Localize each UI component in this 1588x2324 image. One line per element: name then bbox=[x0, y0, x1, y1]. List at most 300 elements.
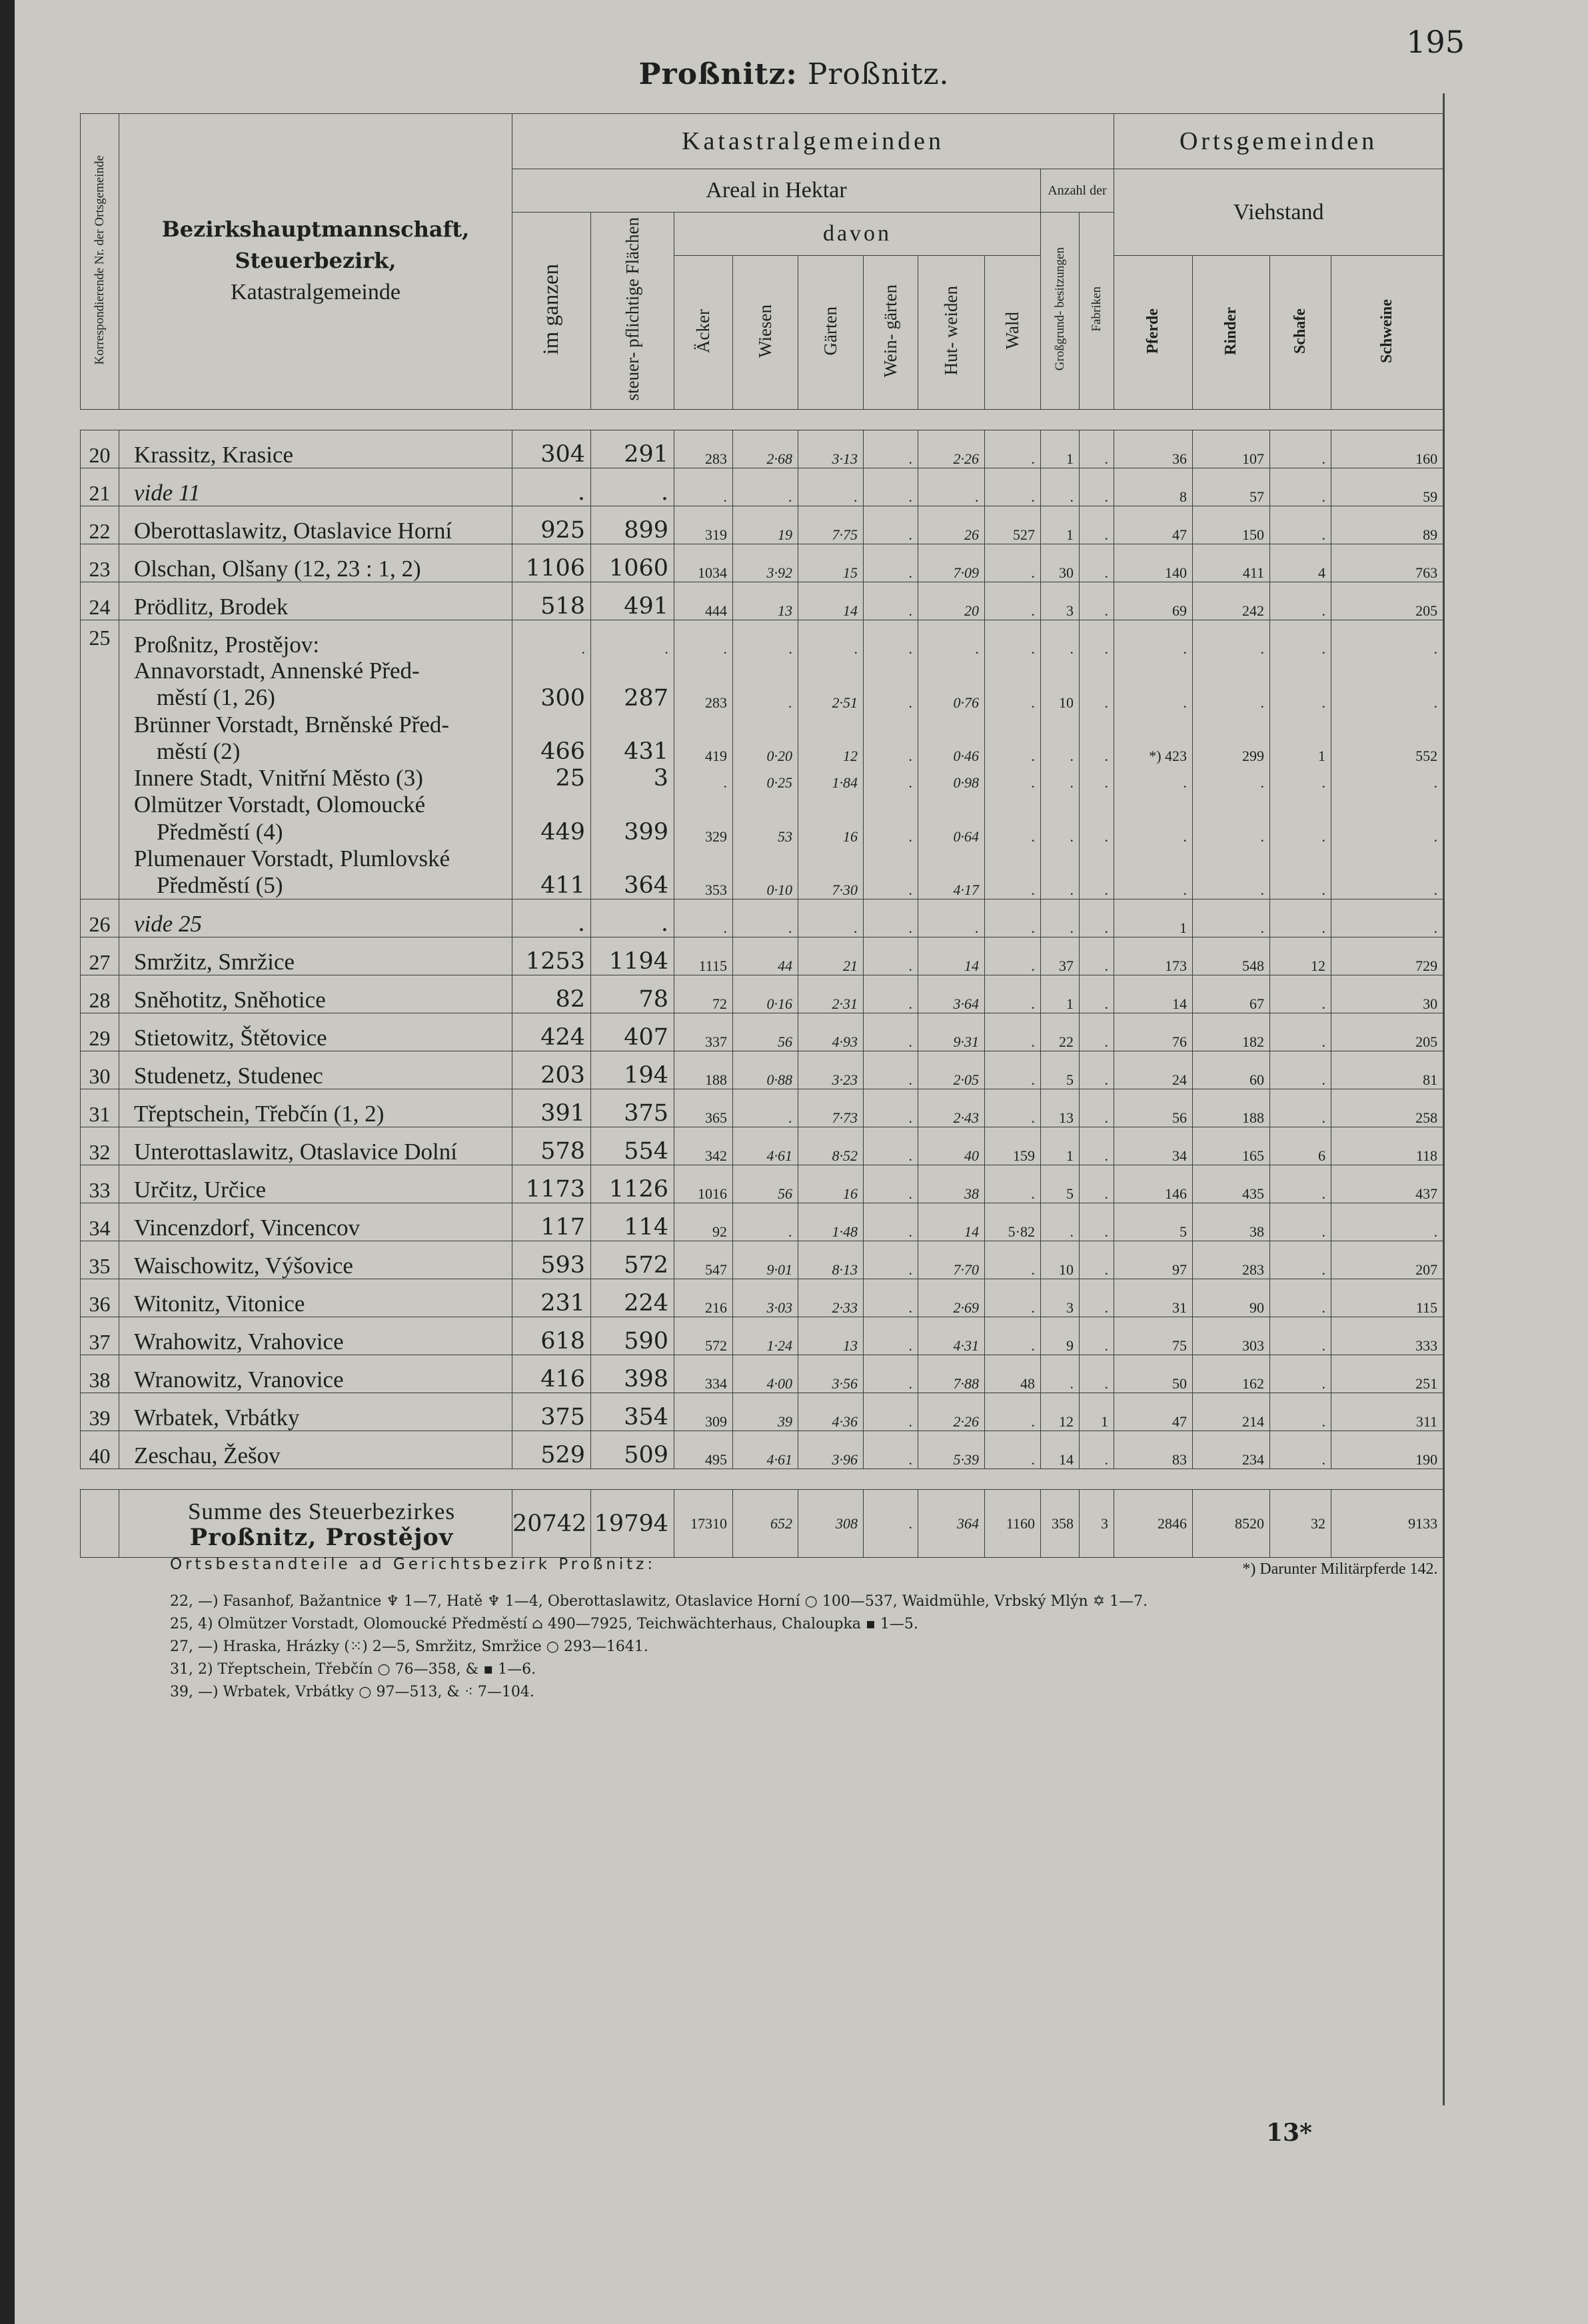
cell-sc: . bbox=[1270, 1279, 1331, 1317]
cell-ri: 165 bbox=[1193, 1127, 1270, 1165]
cell-we: . bbox=[864, 468, 918, 506]
cell-fa: . bbox=[1080, 1127, 1114, 1165]
cell-ri: 8520 bbox=[1193, 1490, 1270, 1558]
cell-sw: 205 bbox=[1331, 1013, 1443, 1051]
cell-ig: 375 bbox=[512, 1393, 591, 1431]
cell-sp: . bbox=[591, 899, 674, 937]
header-weingaerten: Wein- gärten bbox=[864, 256, 918, 410]
cell-ri: 67 bbox=[1193, 975, 1270, 1013]
cell-sp: 114 bbox=[591, 1203, 674, 1241]
cell-wa: 1160 bbox=[985, 1490, 1041, 1558]
cell-sw: 333 bbox=[1331, 1317, 1443, 1355]
row-name: Krassitz, Krasice bbox=[119, 430, 512, 468]
cell-sw: . bbox=[1331, 846, 1443, 899]
subrow-name-line1: Brünner Vorstadt, Brněnské Před- bbox=[134, 711, 450, 738]
cell-ig: 1173 bbox=[512, 1165, 591, 1203]
cell-gg: 3 bbox=[1041, 582, 1080, 620]
cell-sw: . bbox=[1331, 899, 1443, 937]
header-name-line3: Katastralgemeinde bbox=[231, 280, 400, 305]
cell-pf: 47 bbox=[1114, 1393, 1193, 1431]
cell-wi: . bbox=[733, 468, 798, 506]
cell-pf: 14 bbox=[1114, 975, 1193, 1013]
cell-ri: 188 bbox=[1193, 1089, 1270, 1127]
cell-sw: 190 bbox=[1331, 1431, 1443, 1469]
cell-pf: 36 bbox=[1114, 430, 1193, 468]
cell-wi: 0·88 bbox=[733, 1051, 798, 1089]
cell-ga: 7·73 bbox=[798, 1089, 864, 1127]
cell-hu: 2·05 bbox=[918, 1051, 985, 1089]
cell-ga: 2·51 bbox=[798, 658, 864, 712]
cell-hu: 14 bbox=[918, 937, 985, 975]
note-line: 22, —) Fasanhof, Bažantnice ♆ 1—7, Hatě ♆ 1—4, Oberottaslawitz, Otaslavice Horní ○ 100—537, Waidmühle, Vrbský Mlýn ✡ 1—7. bbox=[170, 1593, 1148, 1610]
cell-sc: . bbox=[1270, 506, 1331, 544]
statistics-table bbox=[80, 113, 1443, 1578]
cell-fa: . bbox=[1080, 544, 1114, 582]
cell-wa: . bbox=[985, 1089, 1041, 1127]
cell-ga: 15 bbox=[798, 544, 864, 582]
cell-hu: 0·76 bbox=[918, 658, 985, 712]
cell-wa: . bbox=[985, 582, 1041, 620]
cell-fa: . bbox=[1080, 1241, 1114, 1279]
header-name bbox=[119, 114, 512, 410]
table-subrow bbox=[81, 658, 1443, 712]
cell-ig: 304 bbox=[512, 430, 591, 468]
cell-gg: . bbox=[1041, 1355, 1080, 1393]
title-bold: Proßnitz: bbox=[638, 57, 798, 91]
cell-sp: 291 bbox=[591, 430, 674, 468]
row-number: 39 bbox=[81, 1393, 119, 1431]
cell-sp: 1060 bbox=[591, 544, 674, 582]
cell-ae: 1016 bbox=[674, 1165, 733, 1203]
cell-sw: . bbox=[1331, 765, 1443, 792]
cell-pf: 97 bbox=[1114, 1241, 1193, 1279]
cell-sp: 3 bbox=[591, 765, 674, 792]
cell-wi: 4·61 bbox=[733, 1431, 798, 1469]
header-nr: Korrespondierende Nr. der Ortsgemeinde bbox=[81, 114, 119, 410]
cell-wi: 3·03 bbox=[733, 1279, 798, 1317]
header-wiesen: Wiesen bbox=[733, 256, 798, 410]
cell-ga: 4·93 bbox=[798, 1013, 864, 1051]
cell-wi: 0·16 bbox=[733, 975, 798, 1013]
cell-sc: . bbox=[1270, 846, 1331, 899]
cell-hu: 38 bbox=[918, 1165, 985, 1203]
subrow-name bbox=[119, 846, 512, 899]
cell-sp: 407 bbox=[591, 1013, 674, 1051]
cell-gg: 14 bbox=[1041, 1431, 1080, 1469]
row-name: Sněhotitz, Sněhotice bbox=[119, 975, 512, 1013]
cell-fa: . bbox=[1080, 899, 1114, 937]
header-steuerpflichtig: steuer- pflichtige Flächen bbox=[591, 213, 674, 410]
cell-ga: 21 bbox=[798, 937, 864, 975]
cell-ri: 107 bbox=[1193, 430, 1270, 468]
cell-ig: 82 bbox=[512, 975, 591, 1013]
cell-ae: 283 bbox=[674, 430, 733, 468]
cell-fa: 3 bbox=[1080, 1490, 1114, 1558]
cell-wi: 53 bbox=[733, 792, 798, 846]
cell-wi: 44 bbox=[733, 937, 798, 975]
cell-we: . bbox=[864, 1013, 918, 1051]
cell-we: . bbox=[864, 765, 918, 792]
cell-ga: . bbox=[798, 899, 864, 937]
cell-hu: 0·98 bbox=[918, 765, 985, 792]
cell-sp: 590 bbox=[591, 1317, 674, 1355]
cell-wi: 0·20 bbox=[733, 712, 798, 766]
cell-ae: 319 bbox=[674, 506, 733, 544]
header-fabriken: Fabriken bbox=[1080, 213, 1114, 410]
cell-sc: . bbox=[1270, 765, 1331, 792]
row-number: 36 bbox=[81, 1279, 119, 1317]
cell-ga: 7·75 bbox=[798, 506, 864, 544]
cell-fa: . bbox=[1080, 1089, 1114, 1127]
cell-ri: . bbox=[1193, 792, 1270, 846]
page-number: 195 bbox=[1406, 24, 1465, 60]
cell-we: . bbox=[864, 1241, 918, 1279]
subrow-name bbox=[119, 712, 512, 766]
cell-wa: . bbox=[985, 658, 1041, 712]
cell-wa: . bbox=[985, 1317, 1041, 1355]
row-name: Stietowitz, Štětovice bbox=[119, 1013, 512, 1051]
row-number: 24 bbox=[81, 582, 119, 620]
cell-gg: 13 bbox=[1041, 1089, 1080, 1127]
cell-sw: 251 bbox=[1331, 1355, 1443, 1393]
header-areal: Areal in Hektar bbox=[512, 169, 1041, 213]
row-number: 28 bbox=[81, 975, 119, 1013]
cell-wa: . bbox=[985, 620, 1041, 658]
cell-ga: 308 bbox=[798, 1490, 864, 1558]
cell-fa: . bbox=[1080, 1317, 1114, 1355]
cell-gg: . bbox=[1041, 1203, 1080, 1241]
table-row bbox=[81, 1089, 1443, 1127]
cell-sp: 1126 bbox=[591, 1165, 674, 1203]
cell-sw: . bbox=[1331, 620, 1443, 658]
cell-ga: 3·23 bbox=[798, 1051, 864, 1089]
cell-wa: . bbox=[985, 792, 1041, 846]
row-name: Určitz, Určice bbox=[119, 1165, 512, 1203]
cell-hu: 5·39 bbox=[918, 1431, 985, 1469]
cell-we: . bbox=[864, 1279, 918, 1317]
cell-ae: 547 bbox=[674, 1241, 733, 1279]
cell-ig: 1253 bbox=[512, 937, 591, 975]
subrow-name bbox=[119, 792, 512, 846]
cell-we: . bbox=[864, 975, 918, 1013]
cell-pf: . bbox=[1114, 765, 1193, 792]
cell-hu: 7·88 bbox=[918, 1355, 985, 1393]
cell-sp: . bbox=[591, 620, 674, 658]
row-number: 23 bbox=[81, 544, 119, 582]
header-pferde: Pferde bbox=[1114, 256, 1193, 410]
notes-section bbox=[170, 1556, 1403, 1704]
cell-sw: . bbox=[1331, 792, 1443, 846]
subrow-name-line2: Předměstí (4) bbox=[157, 818, 283, 845]
cell-ga: 8·52 bbox=[798, 1127, 864, 1165]
cell-sc: 6 bbox=[1270, 1127, 1331, 1165]
row-name: vide 25 bbox=[119, 899, 512, 937]
cell-ga: 16 bbox=[798, 1165, 864, 1203]
sum-row bbox=[81, 1490, 1443, 1558]
cell-sw: 160 bbox=[1331, 430, 1443, 468]
table-row bbox=[81, 1393, 1443, 1431]
table-row bbox=[81, 620, 1443, 658]
cell-pf: . bbox=[1114, 792, 1193, 846]
cell-gg: . bbox=[1041, 899, 1080, 937]
cell-wi: 56 bbox=[733, 1013, 798, 1051]
row-number: 29 bbox=[81, 1013, 119, 1051]
cell-hu: 4·17 bbox=[918, 846, 985, 899]
cell-gg: . bbox=[1041, 712, 1080, 766]
header-schweine: Schweine bbox=[1331, 256, 1443, 410]
cell-pf: 50 bbox=[1114, 1355, 1193, 1393]
cell-gg: 1 bbox=[1041, 975, 1080, 1013]
table-row bbox=[81, 1013, 1443, 1051]
cell-sc: . bbox=[1270, 1013, 1331, 1051]
note-line: 39, —) Wrbatek, Vrbátky ○ 97—513, & ⁖ 7—104. bbox=[170, 1684, 534, 1700]
table-row bbox=[81, 1127, 1443, 1165]
cell-pf: 146 bbox=[1114, 1165, 1193, 1203]
cell-ig: 518 bbox=[512, 582, 591, 620]
cell-wa: . bbox=[985, 1241, 1041, 1279]
cell-ga: 3·13 bbox=[798, 430, 864, 468]
cell-wa: . bbox=[985, 544, 1041, 582]
cell-wi: 13 bbox=[733, 582, 798, 620]
cell-pf: 34 bbox=[1114, 1127, 1193, 1165]
header-orts: Ortsgemeinden bbox=[1114, 114, 1443, 169]
header-katastral: Katastralgemeinden bbox=[512, 114, 1114, 169]
cell-gg: 5 bbox=[1041, 1051, 1080, 1089]
table-row bbox=[81, 899, 1443, 937]
subrow-name-line2: městí (2) bbox=[157, 738, 241, 764]
cell-wi: 4·61 bbox=[733, 1127, 798, 1165]
header-davon: davon bbox=[674, 213, 1041, 256]
table-body bbox=[81, 410, 1443, 1579]
row-number: 35 bbox=[81, 1241, 119, 1279]
note-line: 25, 4) Olmützer Vorstadt, Olomoucké Předměstí ⌂ 490—7925, Teichwächterhaus, Chaloupka ▪ 1—5. bbox=[170, 1616, 918, 1632]
cell-sp: 491 bbox=[591, 582, 674, 620]
cell-ga: 2·33 bbox=[798, 1279, 864, 1317]
subrow-name-line2: městí (1, 26) bbox=[157, 684, 275, 711]
row-name: Třeptschein, Třebčín (1, 2) bbox=[119, 1089, 512, 1127]
cell-ga: . bbox=[798, 468, 864, 506]
cell-wa: . bbox=[985, 712, 1041, 766]
cell-sc: . bbox=[1270, 658, 1331, 712]
cell-sw: 729 bbox=[1331, 937, 1443, 975]
cell-we: . bbox=[864, 846, 918, 899]
cell-ig: 416 bbox=[512, 1355, 591, 1393]
cell-fa: . bbox=[1080, 1013, 1114, 1051]
cell-sp: 431 bbox=[591, 712, 674, 766]
cell-sp: 287 bbox=[591, 658, 674, 712]
cell-ig: . bbox=[512, 899, 591, 937]
row-number: 38 bbox=[81, 1355, 119, 1393]
cell-sp: 375 bbox=[591, 1089, 674, 1127]
cell-ae: 72 bbox=[674, 975, 733, 1013]
table-row bbox=[81, 1241, 1443, 1279]
cell-wa: . bbox=[985, 1013, 1041, 1051]
cell-gg: . bbox=[1041, 620, 1080, 658]
subrow-name-line1: Annavorstadt, Annenské Před- bbox=[134, 658, 420, 684]
cell-hu: 2·69 bbox=[918, 1279, 985, 1317]
cell-pf: 75 bbox=[1114, 1317, 1193, 1355]
cell-hu: . bbox=[918, 620, 985, 658]
cell-sc: . bbox=[1270, 1317, 1331, 1355]
cell-gg: 10 bbox=[1041, 1241, 1080, 1279]
cell-ig: . bbox=[512, 468, 591, 506]
cell-wa: . bbox=[985, 899, 1041, 937]
row-name: vide 11 bbox=[119, 468, 512, 506]
header-im-ganzen: im ganzen bbox=[512, 213, 591, 410]
cell-ig: 578 bbox=[512, 1127, 591, 1165]
table-row bbox=[81, 506, 1443, 544]
cell-sc: . bbox=[1270, 792, 1331, 846]
cell-sp: 1194 bbox=[591, 937, 674, 975]
cell-we: . bbox=[864, 1393, 918, 1431]
cell-sw: 59 bbox=[1331, 468, 1443, 506]
cell-wa: 48 bbox=[985, 1355, 1041, 1393]
cell-sw: . bbox=[1331, 1203, 1443, 1241]
cell-ae: . bbox=[674, 468, 733, 506]
cell-sp: 194 bbox=[591, 1051, 674, 1089]
cell-ig: 1106 bbox=[512, 544, 591, 582]
cell-gg: 10 bbox=[1041, 658, 1080, 712]
header-name-line2: Steuerbezirk, bbox=[235, 247, 397, 273]
subrow-name-line1: Innere Stadt, Vnitřní Město (3) bbox=[134, 765, 423, 791]
cell-ri: . bbox=[1193, 765, 1270, 792]
sum-label-line1: Summe des Steuerbezirkes bbox=[187, 1498, 456, 1525]
cell-ig: . bbox=[512, 620, 591, 658]
cell-we: . bbox=[864, 544, 918, 582]
cell-wa: . bbox=[985, 1279, 1041, 1317]
cell-ri: 60 bbox=[1193, 1051, 1270, 1089]
row-number: 25 bbox=[81, 620, 119, 899]
cell-hu: 364 bbox=[918, 1490, 985, 1558]
cell-sc: . bbox=[1270, 1089, 1331, 1127]
cell-gg: . bbox=[1041, 846, 1080, 899]
cell-wi: . bbox=[733, 620, 798, 658]
cell-ri: . bbox=[1193, 846, 1270, 899]
cell-sp: 899 bbox=[591, 506, 674, 544]
cell-pf: . bbox=[1114, 620, 1193, 658]
cell-we: . bbox=[864, 1051, 918, 1089]
row-number: 32 bbox=[81, 1127, 119, 1165]
cell-wi: 39 bbox=[733, 1393, 798, 1431]
cell-wa: . bbox=[985, 430, 1041, 468]
cell-ae: . bbox=[674, 899, 733, 937]
cell-sc: . bbox=[1270, 1355, 1331, 1393]
cell-wi: 652 bbox=[733, 1490, 798, 1558]
cell-sp: 224 bbox=[591, 1279, 674, 1317]
cell-wa: . bbox=[985, 468, 1041, 506]
cell-sw: 118 bbox=[1331, 1127, 1443, 1165]
cell-fa: . bbox=[1080, 506, 1114, 544]
cell-sc: . bbox=[1270, 468, 1331, 506]
cell-sw: 30 bbox=[1331, 975, 1443, 1013]
cell-ae: . bbox=[674, 620, 733, 658]
note-line: 27, —) Hraska, Hrázky (⁙) 2—5, Smržitz, Smržice ○ 293—1641. bbox=[170, 1638, 648, 1655]
cell-we: . bbox=[864, 1355, 918, 1393]
cell-hu: . bbox=[918, 468, 985, 506]
cell-sc: . bbox=[1270, 1431, 1331, 1469]
cell-ri: 242 bbox=[1193, 582, 1270, 620]
cell-hu: 2·26 bbox=[918, 1393, 985, 1431]
cell-sc: 32 bbox=[1270, 1490, 1331, 1558]
cell-wa: 527 bbox=[985, 506, 1041, 544]
row-number: 22 bbox=[81, 506, 119, 544]
cell-ig: 117 bbox=[512, 1203, 591, 1241]
cell-ae: 353 bbox=[674, 846, 733, 899]
cell-we: . bbox=[864, 582, 918, 620]
cell-ri: 234 bbox=[1193, 1431, 1270, 1469]
cell-fa: . bbox=[1080, 1279, 1114, 1317]
cell-hu: 26 bbox=[918, 506, 985, 544]
header-anzahl: Anzahl der bbox=[1041, 169, 1114, 213]
table-row bbox=[81, 582, 1443, 620]
row-number: 31 bbox=[81, 1089, 119, 1127]
cell-wa: . bbox=[985, 846, 1041, 899]
cell-ri: 411 bbox=[1193, 544, 1270, 582]
cell-ri: 57 bbox=[1193, 468, 1270, 506]
subrow-name bbox=[119, 658, 512, 712]
cell-pf: 47 bbox=[1114, 506, 1193, 544]
table-row bbox=[81, 1279, 1443, 1317]
cell-we: . bbox=[864, 899, 918, 937]
table-row bbox=[81, 1165, 1443, 1203]
cell-hu: 9·31 bbox=[918, 1013, 985, 1051]
cell-gg: 1 bbox=[1041, 506, 1080, 544]
cell-gg: 1 bbox=[1041, 430, 1080, 468]
row-number: 34 bbox=[81, 1203, 119, 1241]
cell-we: . bbox=[864, 1317, 918, 1355]
cell-wa: . bbox=[985, 937, 1041, 975]
cell-hu: 0·64 bbox=[918, 792, 985, 846]
title-rest: Proßnitz. bbox=[807, 57, 950, 91]
cell-ae: 216 bbox=[674, 1279, 733, 1317]
spacer-row bbox=[81, 410, 1443, 430]
subrow-name-line2: Předměstí (5) bbox=[157, 872, 283, 898]
cell-we: . bbox=[864, 1431, 918, 1469]
header-gaerten: Gärten bbox=[798, 256, 864, 410]
row-number: 26 bbox=[81, 899, 119, 937]
cell-sc: . bbox=[1270, 899, 1331, 937]
cell-wa: 159 bbox=[985, 1127, 1041, 1165]
cell-wi: . bbox=[733, 899, 798, 937]
cell-fa: . bbox=[1080, 620, 1114, 658]
cell-sp: . bbox=[591, 468, 674, 506]
cell-ig: 529 bbox=[512, 1431, 591, 1469]
cell-wi: 19 bbox=[733, 506, 798, 544]
cell-ri: 90 bbox=[1193, 1279, 1270, 1317]
cell-hu: 2·43 bbox=[918, 1089, 985, 1127]
cell-wa: . bbox=[985, 975, 1041, 1013]
cell-ga: 14 bbox=[798, 582, 864, 620]
cell-pf: 56 bbox=[1114, 1089, 1193, 1127]
cell-pf: 76 bbox=[1114, 1013, 1193, 1051]
cell-fa: . bbox=[1080, 846, 1114, 899]
cell-fa: . bbox=[1080, 1203, 1114, 1241]
footnote: *) Darunter Militärpferde 142. bbox=[1242, 1560, 1438, 1578]
cell-ri: . bbox=[1193, 658, 1270, 712]
cell-ga: 1·48 bbox=[798, 1203, 864, 1241]
cell-ga: 7·30 bbox=[798, 846, 864, 899]
cell-pf: 24 bbox=[1114, 1051, 1193, 1089]
cell-gg: 22 bbox=[1041, 1013, 1080, 1051]
table-subrow bbox=[81, 765, 1443, 792]
cell-gg: 37 bbox=[1041, 937, 1080, 975]
cell-sp: 78 bbox=[591, 975, 674, 1013]
table-subrow bbox=[81, 846, 1443, 899]
row-name: Proßnitz, Prostějov: bbox=[119, 620, 512, 658]
cell-ga: 4·36 bbox=[798, 1393, 864, 1431]
cell-ig: 411 bbox=[512, 846, 591, 899]
cell-ae: 329 bbox=[674, 792, 733, 846]
